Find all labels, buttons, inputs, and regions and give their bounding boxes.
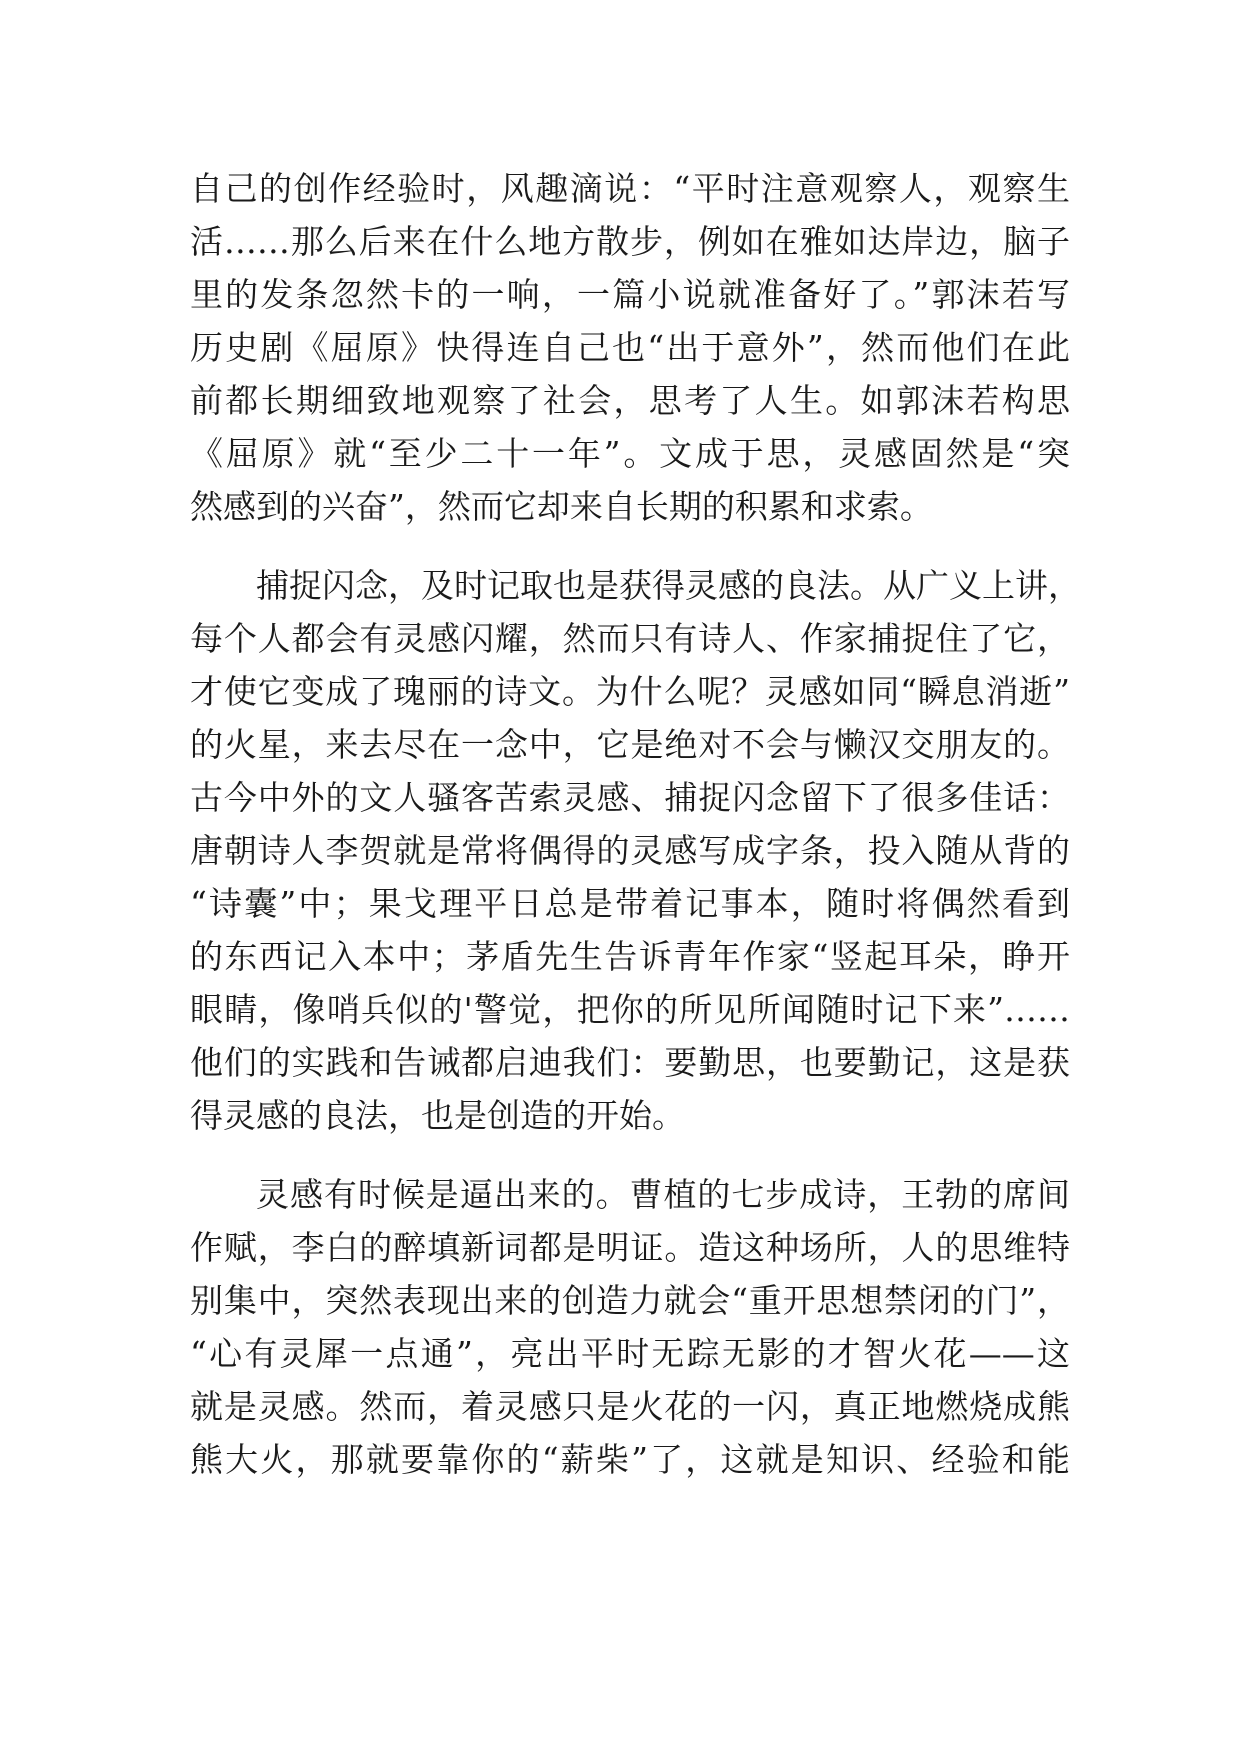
text-line: 他们的实践和告诫都启迪我们：要勤思，也要勤记，这是获 (190, 1043, 1070, 1082)
text-line: 眼睛，像哨兵似的'警觉，把你的所见所闻随时记下来”…… (190, 990, 1070, 1029)
text-line: 熊大火，那就要靠你的“薪柴”了，这就是知识、经验和能 (190, 1440, 1070, 1479)
text-line: 灵感有时候是逼出来的。曹植的七步成诗，王勃的席间 (256, 1175, 1070, 1214)
text-line: 的火星，来去尽在一念中，它是绝对不会与懒汉交朋友的。 (190, 725, 1070, 764)
text-line: 前都长期细致地观察了社会，思考了人生。如郭沫若构思 (190, 381, 1070, 420)
text-line: 别集中，突然表现出来的创造力就会“重开思想禁闭的门”， (190, 1281, 1070, 1320)
paragraph-1 (190, 162, 1070, 533)
text-line: 的东西记入本中；茅盾先生告诉青年作家“竖起耳朵，睁开 (190, 937, 1070, 976)
article-body (190, 162, 1081, 1486)
text-line: 《屈原》就“至少二十一年”。文成于思，灵感固然是“突 (190, 434, 1070, 473)
text-line: 唐朝诗人李贺就是常将偶得的灵感写成字条，投入随从背的 (190, 831, 1070, 870)
text-line: 然感到的兴奋”，然而它却来自长期的积累和求索。 (190, 487, 933, 526)
paragraph-gap (190, 533, 1070, 559)
paragraph-3 (190, 1168, 1070, 1486)
text-line: “心有灵犀一点通”，亮出平时无踪无影的才智火花——这 (190, 1334, 1070, 1373)
text-line: 自己的创作经验时，风趣滴说：“平时注意观察人，观察生 (190, 169, 1070, 208)
text-line: 活……那么后来在什么地方散步，例如在雅如达岸边，脑子 (190, 222, 1070, 261)
text-line: 才使它变成了瑰丽的诗文。为什么呢？灵感如同“瞬息消逝” (190, 672, 1070, 711)
text-line: 历史剧《屈原》快得连自己也“出于意外”，然而他们在此 (190, 328, 1070, 367)
text-line: 捕捉闪念，及时记取也是获得灵感的良法。从广义上讲， (256, 566, 1081, 605)
paragraph-gap (190, 1142, 1070, 1168)
text-line: 古今中外的文人骚客苦索灵感、捕捉闪念留下了很多佳话： (190, 778, 1070, 817)
text-line: 作赋，李白的醉填新词都是明证。造这种场所，人的思维特 (190, 1228, 1070, 1267)
paragraph-2 (190, 559, 1081, 1142)
text-line: 就是灵感。然而，着灵感只是火花的一闪，真正地燃烧成熊 (190, 1387, 1070, 1426)
text-line: “诗囊”中；果戈理平日总是带着记事本，随时将偶然看到 (190, 884, 1070, 923)
text-line: 得灵感的良法，也是创造的开始。 (190, 1096, 685, 1135)
text-line: 里的发条忽然卡的一响，一篇小说就准备好了。”郭沫若写 (190, 275, 1070, 314)
text-line: 每个人都会有灵感闪耀，然而只有诗人、作家捕捉住了它， (190, 619, 1070, 658)
